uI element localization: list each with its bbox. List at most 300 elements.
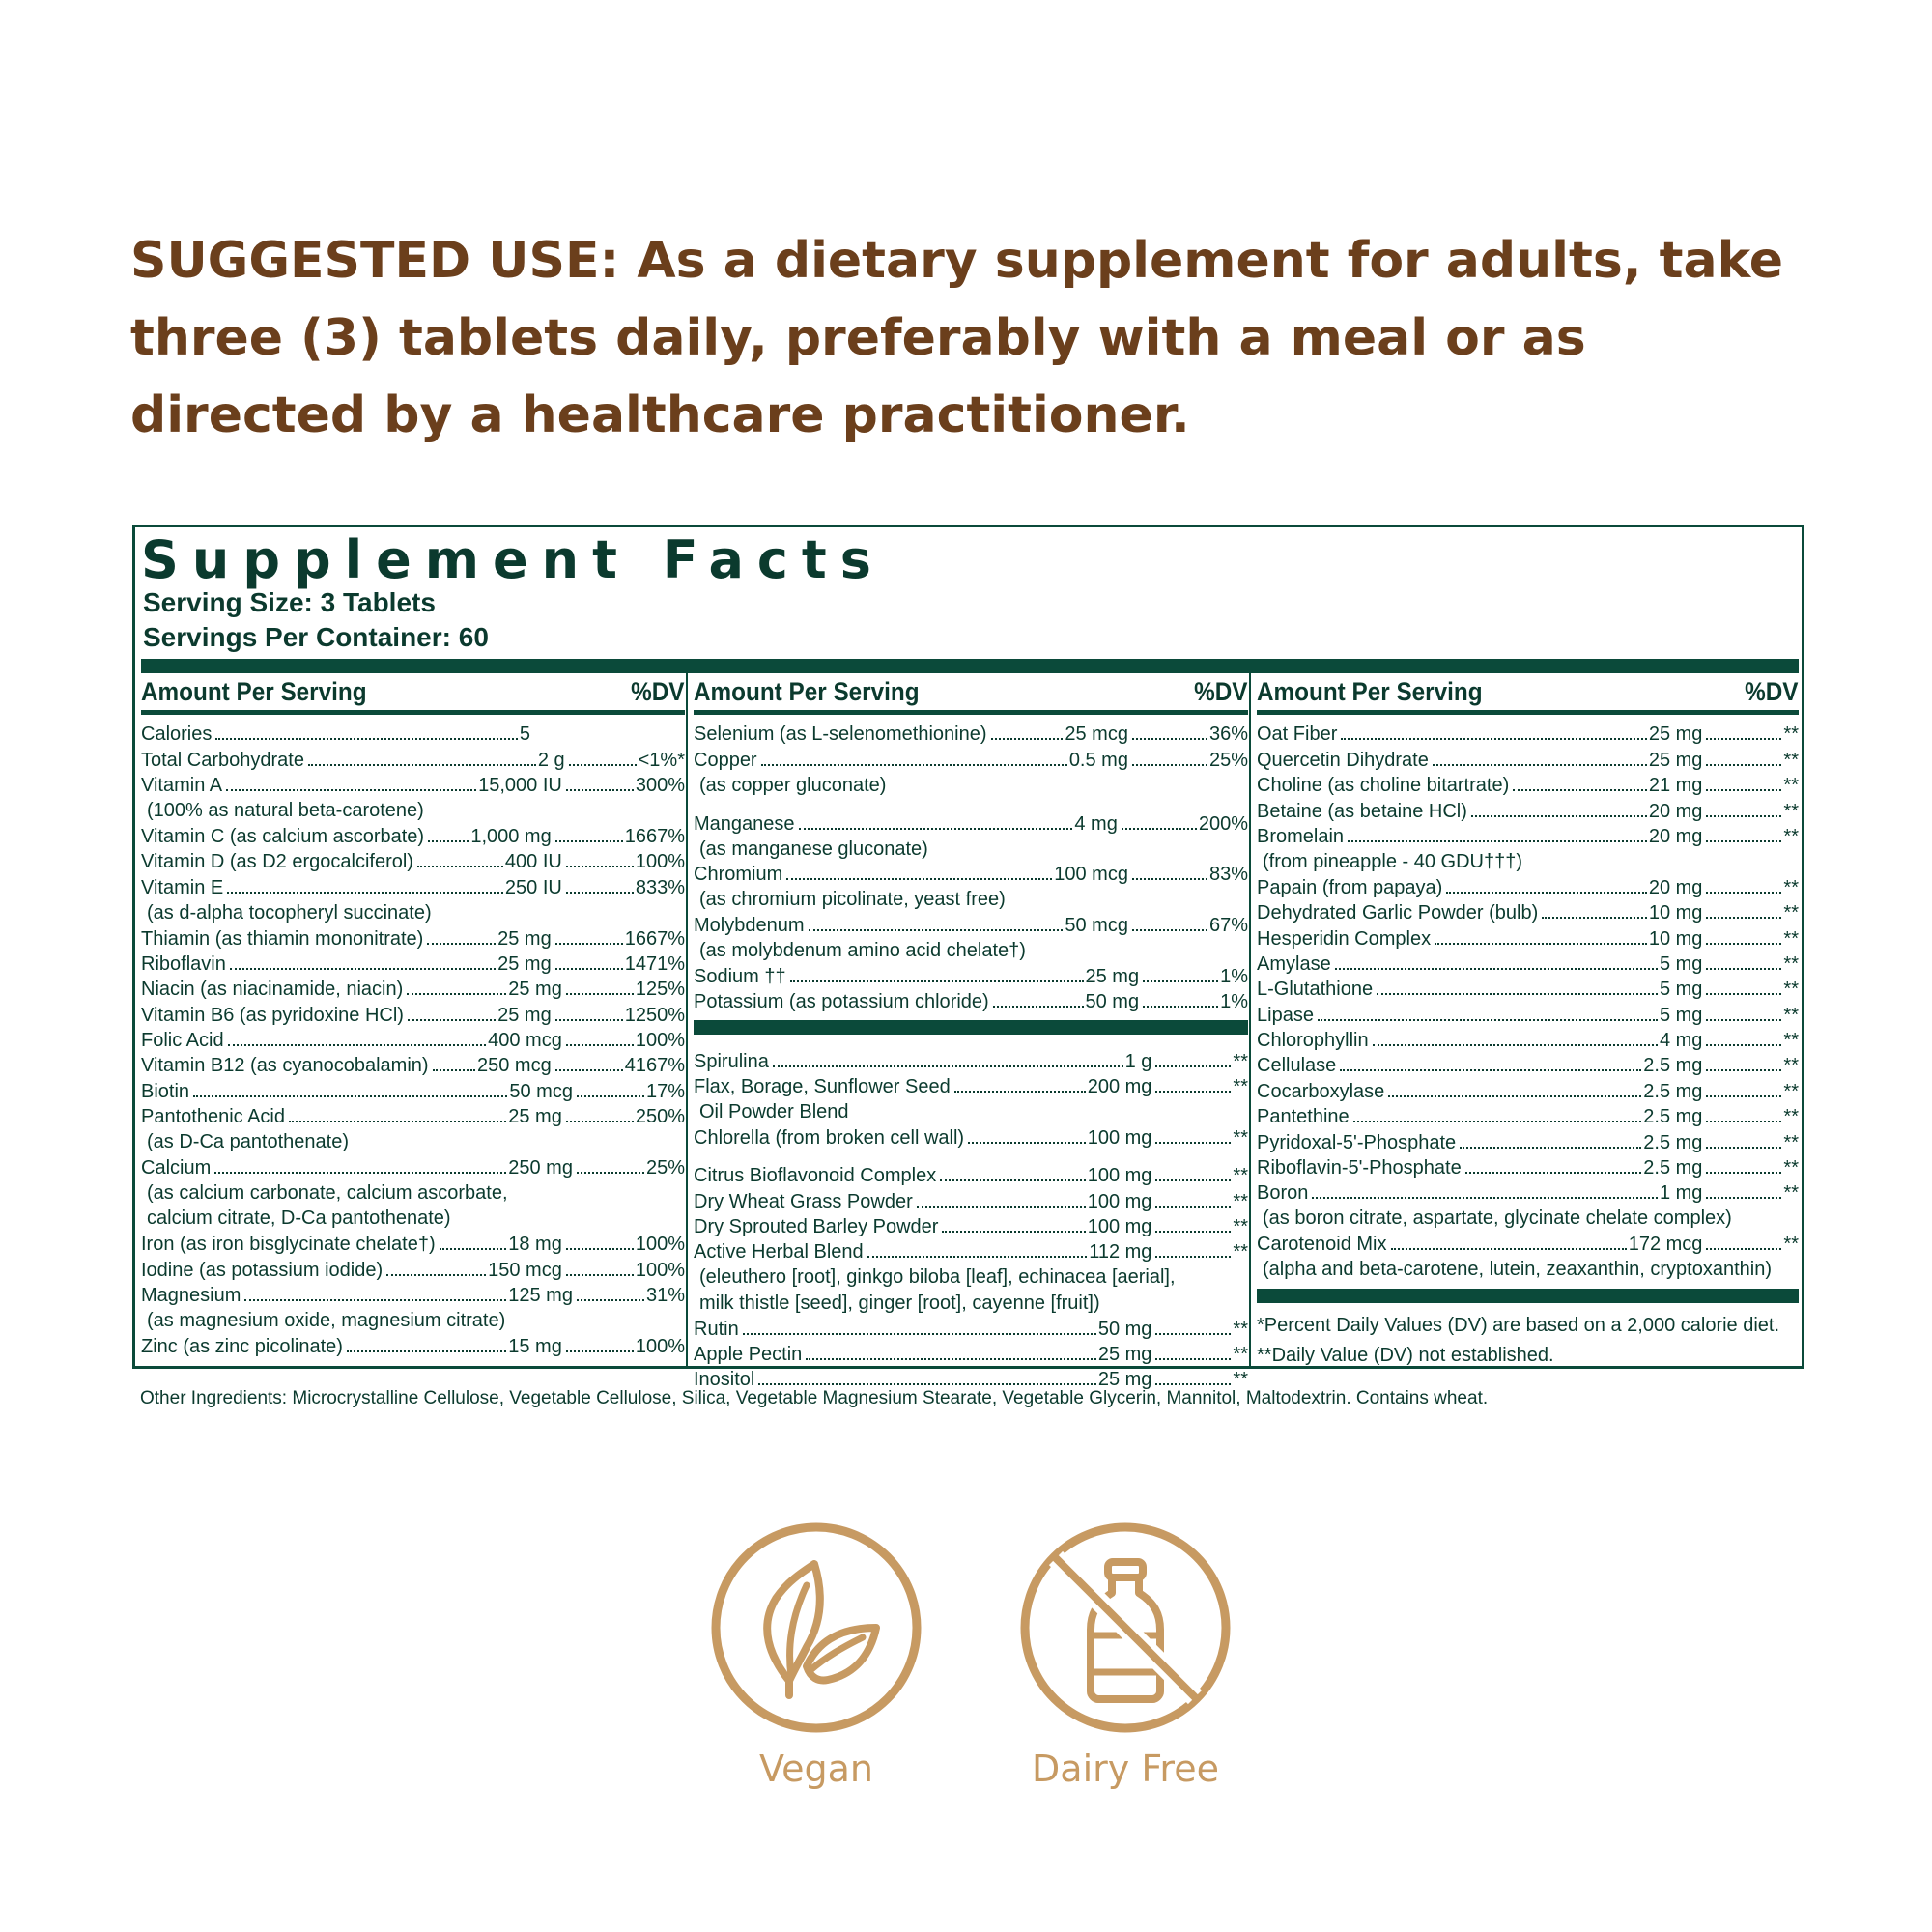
- nutrient-name: Vitamin B6 (as pyridoxine HCl): [141, 1004, 404, 1026]
- facts-column-3: [1257, 673, 1799, 1366]
- nutrient-amount: 2 g: [537, 749, 565, 771]
- nutrient-amount: 0.5 mg: [1068, 749, 1128, 771]
- nutrient-name: Vitamin A: [141, 775, 223, 797]
- nutrient-amount: 10 mg: [1648, 927, 1703, 950]
- servings-per-container: Servings Per Container: 60: [143, 622, 489, 652]
- nutrient-amount: 25 mg: [1085, 965, 1140, 987]
- nutrient-name: Spirulina: [694, 1050, 769, 1072]
- dot-leader: [1335, 968, 1658, 970]
- nutrient-dv: **: [1783, 927, 1799, 950]
- nutrient-name: Riboflavin-5'-Phosphate: [1257, 1157, 1462, 1179]
- nutrient-dv: **: [1783, 902, 1799, 924]
- nutrient-dv: 100%: [635, 1335, 685, 1357]
- nutrient-row: [141, 849, 685, 874]
- nutrient-dv: **: [1233, 1126, 1248, 1149]
- nutrient-row: [694, 1048, 1248, 1073]
- nutrient-name: Vitamin E: [141, 876, 224, 898]
- nutrient-dv: 100%: [635, 851, 685, 873]
- nutrient-dv: 36%: [1208, 724, 1248, 746]
- nutrient-row: [694, 747, 1248, 772]
- nutrient-dv: 100%: [635, 1259, 685, 1281]
- nutrient-dv: **: [1783, 1234, 1799, 1256]
- nutrient-source-note: (as D-Ca pantothenate): [147, 1131, 350, 1153]
- dot-leader: [954, 1091, 1086, 1093]
- dot-leader: [942, 1231, 1085, 1233]
- dot-leader: [1706, 1121, 1781, 1122]
- dot-leader: [440, 1248, 507, 1250]
- nutrient-name: Papain (from papaya): [1257, 876, 1443, 898]
- nutrient-dv: 1667%: [624, 927, 685, 950]
- nutrient-amount: 4 mg: [1074, 812, 1118, 835]
- nutrient-amount: 25 mg: [1648, 724, 1703, 746]
- nutrient-dv: **: [1783, 1055, 1799, 1077]
- column-header: [141, 673, 685, 715]
- nutrient-dv: **: [1783, 749, 1799, 771]
- nutrient-row: [694, 1316, 1248, 1341]
- nutrient-name: Quercetin Dihydrate: [1257, 749, 1429, 771]
- dot-leader: [991, 738, 1064, 740]
- dot-leader: [555, 840, 623, 842]
- dot-leader: [566, 866, 634, 867]
- nutrient-amount: 15 mg: [508, 1335, 562, 1357]
- dot-leader: [758, 1383, 1095, 1385]
- nutrient-amount: 25 mg: [1097, 1343, 1152, 1365]
- nutrient-amount: 250 mg: [508, 1157, 573, 1179]
- nutrient-row: [694, 722, 1248, 747]
- nutrient-row: [694, 1188, 1248, 1213]
- dot-leader: [1155, 1206, 1231, 1208]
- nutrient-list: [694, 722, 1248, 1392]
- nutrient-name: Cocarboxylase: [1257, 1080, 1385, 1102]
- nutrient-name: Bromelain: [1257, 825, 1345, 847]
- dot-leader: [1446, 892, 1647, 894]
- nutrient-dv: 25%: [645, 1157, 685, 1179]
- nutrient-source-note: (as magnesium oxide, magnesium citrate): [147, 1309, 506, 1331]
- nutrient-source-note: milk thistle [seed], ginger [root], cayenne [fruit]): [699, 1292, 1100, 1314]
- dot-leader: [214, 1172, 506, 1174]
- nutrient-row: [141, 1078, 685, 1103]
- dot-leader: [1706, 993, 1781, 995]
- nutrient-amount: 50 mg: [1085, 991, 1140, 1013]
- nutrient-row: [141, 1028, 685, 1053]
- dot-leader: [228, 1044, 487, 1046]
- nutrient-row: [141, 874, 685, 899]
- nutrient-name: Chlorophyllin: [1257, 1030, 1369, 1052]
- dot-leader: [1341, 738, 1646, 740]
- dot-leader: [1348, 840, 1647, 842]
- nutrient-row: [141, 952, 685, 977]
- nutrient-name: Inositol: [694, 1369, 755, 1391]
- nutrient-dv: **: [1783, 1182, 1799, 1205]
- nutrient-amount: 2.5 mg: [1643, 1055, 1703, 1077]
- supplement-facts-panel: [132, 525, 1804, 1391]
- nutrient-dv: **: [1233, 1050, 1248, 1072]
- dot-leader: [1318, 1019, 1658, 1021]
- nutrient-amount: 100 mg: [1087, 1216, 1152, 1238]
- nutrient-name: Citrus Bioflavonoid Complex: [694, 1165, 937, 1187]
- nutrient-amount: 150 mcg: [488, 1259, 562, 1281]
- dot-leader: [215, 738, 518, 740]
- dot-leader: [1706, 815, 1781, 817]
- nutrient-amount: 400 mcg: [488, 1030, 562, 1052]
- dot-leader: [1155, 1383, 1231, 1385]
- dot-leader: [1706, 764, 1781, 766]
- nutrient-amount: 25 mg: [497, 927, 552, 950]
- dot-leader: [347, 1350, 506, 1352]
- nutrient-amount: 25 mg: [1648, 749, 1703, 771]
- dot-leader: [1143, 1006, 1218, 1008]
- dot-leader: [566, 1044, 634, 1046]
- dot-leader: [1122, 828, 1197, 830]
- nutrient-amount: 50 mcg: [509, 1080, 573, 1102]
- dot-leader: [308, 764, 536, 766]
- nutrient-row: [1257, 1078, 1799, 1103]
- dot-leader: [743, 1333, 1096, 1335]
- dot-leader: [940, 1179, 1085, 1181]
- nutrient-name: Dry Sprouted Barley Powder: [694, 1216, 939, 1238]
- nutrient-amount: 15,000 IU: [478, 775, 562, 797]
- nutrient-row: [141, 747, 685, 772]
- nutrient-source-note: (as molybdenum amino acid chelate†): [699, 940, 1026, 962]
- nutrient-amount: 50 mcg: [1065, 915, 1128, 937]
- nutrient-dv: **: [1783, 1030, 1799, 1052]
- vegan-label: Vegan: [759, 1747, 873, 1790]
- nutrient-amount: 5: [519, 724, 530, 746]
- nutrient-row: [1257, 824, 1799, 849]
- nutrient-dv: **: [1233, 1369, 1248, 1391]
- dot-leader: [1132, 878, 1208, 880]
- dot-leader: [1353, 1121, 1642, 1122]
- nutrient-amount: 25 mg: [1097, 1369, 1152, 1391]
- nutrient-amount: 100 mcg: [1054, 864, 1128, 886]
- dot-leader: [1706, 943, 1781, 945]
- nutrient-name: Chlorella (from broken cell wall): [694, 1126, 965, 1149]
- dot-leader: [1706, 892, 1781, 894]
- dot-leader: [227, 892, 503, 894]
- dot-leader: [433, 1069, 475, 1071]
- nutrient-row: [141, 1053, 685, 1078]
- nutrient-amount: 20 mg: [1648, 876, 1703, 898]
- nutrient-row: [141, 925, 685, 951]
- nutrient-list: [1257, 722, 1799, 1371]
- dot-leader: [1435, 943, 1647, 945]
- nutrient-row: [1257, 874, 1799, 899]
- dot-leader: [761, 764, 1067, 766]
- dot-leader: [566, 1350, 634, 1352]
- facts-column-2: [694, 673, 1248, 1391]
- nutrient-amount: 50 mg: [1097, 1318, 1152, 1340]
- nutrient-name: Biotin: [141, 1080, 190, 1102]
- dot-leader: [230, 968, 496, 970]
- nutrient-row: [1257, 1028, 1799, 1053]
- nutrient-amount: 21 mg: [1648, 775, 1703, 797]
- nutrient-dv: <1%*: [638, 749, 685, 771]
- dot-leader: [1377, 993, 1658, 995]
- nutrient-source-note: (as calcium carbonate, calcium ascorbate,: [147, 1182, 508, 1205]
- dot-leader: [577, 1299, 644, 1301]
- nutrient-dv: **: [1783, 800, 1799, 822]
- dot-leader: [566, 892, 634, 894]
- dot-leader: [1155, 1142, 1231, 1144]
- nutrient-source-note: (from pineapple - 40 GDU†††): [1263, 850, 1523, 872]
- nutrient-source-note: (100% as natural beta-carotene): [147, 800, 424, 822]
- nutrient-source-note: (as boron citrate, aspartate, glycinate chelate complex): [1263, 1208, 1732, 1230]
- nutrient-amount: 100 mg: [1087, 1190, 1152, 1212]
- nutrient-row: [1257, 773, 1799, 798]
- serving-size: Serving Size: 3 Tablets: [143, 587, 436, 617]
- dot-leader: [1471, 815, 1647, 817]
- nutrient-dv: 1%: [1220, 991, 1248, 1013]
- dot-leader: [289, 1121, 506, 1122]
- dot-leader: [566, 993, 634, 995]
- nutrient-row: [1257, 1180, 1799, 1206]
- amount-per-serving-header: Amount Per Serving: [141, 677, 367, 706]
- dot-leader: [1143, 980, 1218, 982]
- nutrient-amount: 250 mcg: [477, 1055, 552, 1077]
- nutrient-amount: 5 mg: [1659, 979, 1703, 1001]
- nutrient-name: Selenium (as L-selenomethionine): [694, 724, 987, 746]
- nutrient-amount: 1 mg: [1659, 1182, 1703, 1205]
- nutrient-dv: 4167%: [624, 1055, 685, 1077]
- nutrient-name: Lipase: [1257, 1004, 1314, 1026]
- nutrient-name: Choline (as choline bitartrate): [1257, 775, 1510, 797]
- dot-leader: [566, 1274, 634, 1276]
- nutrient-name: Oat Fiber: [1257, 724, 1338, 746]
- nutrient-dv: **: [1783, 876, 1799, 898]
- dot-leader: [1465, 1172, 1642, 1174]
- nutrient-dv: **: [1233, 1190, 1248, 1212]
- dot-leader: [386, 1274, 486, 1276]
- nutrient-source-note: (as d-alpha tocopheryl succinate): [147, 901, 432, 923]
- dot-leader: [1155, 1358, 1231, 1360]
- nutrient-dv: 833%: [635, 876, 685, 898]
- dot-leader: [1391, 1248, 1627, 1250]
- facts-column-1: [141, 673, 685, 1366]
- nutrient-amount: 172 mcg: [1628, 1234, 1703, 1256]
- nutrient-amount: 25 mcg: [1065, 724, 1128, 746]
- nutrient-name: Molybdenum: [694, 915, 805, 937]
- nutrient-row: [1257, 1155, 1799, 1180]
- nutrient-amount: 200 mg: [1087, 1076, 1152, 1098]
- nutrient-amount: 112 mg: [1089, 1241, 1152, 1264]
- nutrient-row: [141, 1333, 685, 1358]
- nutrient-source-note: (alpha and beta-carotene, lutein, zeaxanthin, cryptoxanthin): [1263, 1259, 1773, 1281]
- nutrient-dv: **: [1233, 1343, 1248, 1365]
- nutrient-amount: 2.5 mg: [1643, 1080, 1703, 1102]
- nutrient-dv: **: [1783, 825, 1799, 847]
- nutrient-name: Apple Pectin: [694, 1343, 803, 1365]
- nutrient-name: Cellulase: [1257, 1055, 1337, 1077]
- nutrient-source-note: (as chromium picolinate, yeast free): [699, 889, 1006, 911]
- dot-leader: [773, 1065, 1123, 1067]
- nutrient-amount: 2.5 mg: [1643, 1157, 1703, 1179]
- nutrient-row: [1257, 1232, 1799, 1257]
- nutrient-row: [1257, 722, 1799, 747]
- dv-header: %DV: [1194, 677, 1248, 706]
- dot-leader: [555, 1019, 623, 1021]
- dot-leader: [577, 1095, 644, 1097]
- dot-leader: [1132, 764, 1208, 766]
- nutrient-amount: 100 mg: [1087, 1126, 1152, 1149]
- nutrient-name: Vitamin D (as D2 ergocalciferol): [141, 851, 413, 873]
- nutrient-dv: 17%: [645, 1080, 685, 1102]
- nutrient-dv: 67%: [1208, 915, 1248, 937]
- vegan-badge: [710, 1521, 923, 1790]
- dot-leader: [1155, 1179, 1231, 1181]
- nutrient-row: [141, 977, 685, 1002]
- nutrient-name: Carotenoid Mix: [1257, 1234, 1387, 1256]
- nutrient-row: [141, 1002, 685, 1027]
- nutrient-dv: 1667%: [624, 825, 685, 847]
- nutrient-name: L-Glutathione: [1257, 979, 1374, 1001]
- nutrient-dv: 300%: [635, 775, 685, 797]
- nutrient-name: Hesperidin Complex: [1257, 927, 1432, 950]
- nutrient-row: [694, 964, 1248, 989]
- dot-leader: [1388, 1095, 1641, 1097]
- dv-footnote: *Percent Daily Values (DV) are based on a 2,000 calorie diet.: [1257, 1314, 1780, 1336]
- nutrient-dv: **: [1783, 1080, 1799, 1102]
- dot-leader: [1155, 1333, 1231, 1335]
- nutrient-source-note: calcium citrate, D-Ca pantothenate): [147, 1208, 451, 1230]
- dot-leader: [1513, 789, 1647, 791]
- nutrient-name: Iron (as iron bisglycinate chelate†): [141, 1234, 436, 1256]
- dot-leader: [569, 764, 637, 766]
- nutrient-name: Zinc (as zinc picolinate): [141, 1335, 343, 1357]
- nutrient-row: [694, 989, 1248, 1014]
- nutrient-dv: **: [1233, 1165, 1248, 1187]
- leaf-icon: [710, 1521, 923, 1734]
- dot-leader: [1706, 1172, 1781, 1174]
- dot-leader: [1706, 1095, 1781, 1097]
- dot-leader: [1340, 1069, 1641, 1071]
- dot-leader: [417, 866, 503, 867]
- dairy-free-badge: [1019, 1521, 1232, 1790]
- dot-leader: [193, 1095, 507, 1097]
- dot-leader: [1706, 917, 1781, 919]
- nutrient-dv: **: [1233, 1318, 1248, 1340]
- nutrient-dv: 1471%: [624, 952, 685, 975]
- nutrient-row: [694, 1124, 1248, 1150]
- nutrient-row: [141, 1257, 685, 1282]
- nutrient-amount: 4 mg: [1659, 1030, 1703, 1052]
- nutrient-row: [694, 1342, 1248, 1367]
- nutrient-name: Vitamin B12 (as cyanocobalamin): [141, 1055, 429, 1077]
- nutrient-dv: **: [1783, 775, 1799, 797]
- dot-leader: [408, 1019, 496, 1021]
- dot-leader: [867, 1256, 1088, 1258]
- nutrient-dv: **: [1783, 979, 1799, 1001]
- dv-header: %DV: [1745, 677, 1799, 706]
- dot-leader: [993, 1006, 1084, 1008]
- nutrient-dv: **: [1783, 724, 1799, 746]
- nutrient-name: Dehydrated Garlic Powder (bulb): [1257, 902, 1539, 924]
- dot-leader: [407, 993, 506, 995]
- dot-leader: [244, 1299, 506, 1301]
- dot-leader: [1706, 1044, 1781, 1046]
- nutrient-amount: 1 g: [1124, 1050, 1152, 1072]
- nutrient-row: [1257, 925, 1799, 951]
- dot-leader: [1706, 840, 1781, 842]
- supplement-facts-title: Supplement Facts: [141, 529, 885, 590]
- nutrient-name: Boron: [1257, 1182, 1309, 1205]
- column-header: [694, 673, 1248, 715]
- dot-leader: [1155, 1256, 1231, 1258]
- nutrient-name: Niacin (as niacinamide, niacin): [141, 979, 404, 1001]
- nutrient-name: Copper: [694, 749, 757, 771]
- dot-leader: [1706, 1069, 1781, 1071]
- nutrient-dv: 25%: [1208, 749, 1248, 771]
- nutrient-row: [694, 1239, 1248, 1264]
- nutrient-name: Amylase: [1257, 952, 1331, 975]
- dot-leader: [555, 943, 623, 945]
- dot-leader: [555, 968, 623, 970]
- nutrient-name: Chromium: [694, 864, 783, 886]
- nutrient-dv: **: [1233, 1241, 1248, 1264]
- top-divider-bar: [141, 659, 1799, 673]
- column-divider: [686, 673, 688, 1366]
- nutrient-name: Riboflavin: [141, 952, 226, 975]
- column-header: [1257, 673, 1799, 715]
- nutrient-amount: 25 mg: [497, 952, 552, 975]
- nutrient-list: [141, 722, 685, 1359]
- dot-leader: [1155, 1231, 1231, 1233]
- nutrient-source-note: (as copper gluconate): [699, 774, 887, 796]
- nutrient-row: [1257, 952, 1799, 977]
- nutrient-source-note: Oil Powder Blend: [699, 1101, 849, 1123]
- dot-leader: [790, 980, 1084, 982]
- nutrient-row: [1257, 1002, 1799, 1027]
- nutrient-dv: **: [1783, 1106, 1799, 1128]
- nutrient-dv: 1%: [1220, 965, 1248, 987]
- dot-leader: [226, 789, 476, 791]
- nutrient-dv: **: [1783, 1157, 1799, 1179]
- dot-leader: [1155, 1091, 1231, 1093]
- nutrient-row: [1257, 1104, 1799, 1129]
- nutrient-amount: 5 mg: [1659, 952, 1703, 975]
- dot-leader: [806, 1358, 1096, 1360]
- nutrient-row: [141, 1155, 685, 1180]
- nutrient-row: [694, 862, 1248, 887]
- dot-leader: [968, 1142, 1086, 1144]
- dot-leader: [1706, 1197, 1781, 1199]
- nutrient-amount: 2.5 mg: [1643, 1131, 1703, 1153]
- dot-leader: [555, 1069, 623, 1071]
- nutrient-amount: 25 mg: [508, 979, 562, 1001]
- nutrient-row: [141, 722, 685, 747]
- nutrient-dv: 83%: [1208, 864, 1248, 886]
- dot-leader: [1706, 1019, 1781, 1021]
- dot-leader: [577, 1172, 644, 1174]
- dot-leader: [799, 828, 1073, 830]
- nutrient-dv: 200%: [1198, 812, 1248, 835]
- nutrient-dv: 1250%: [624, 1004, 685, 1026]
- nutrient-row: [1257, 1053, 1799, 1078]
- amount-per-serving-header: Amount Per Serving: [694, 677, 920, 706]
- nutrient-name: Thiamin (as thiamin mononitrate): [141, 927, 424, 950]
- nutrient-row: [1257, 977, 1799, 1002]
- nutrient-row: [694, 810, 1248, 836]
- nutrient-name: Iodine (as potassium iodide): [141, 1259, 384, 1281]
- nutrient-name: Calories: [141, 724, 213, 746]
- nutrient-dv: **: [1783, 952, 1799, 975]
- dot-leader: [1132, 929, 1208, 931]
- nutrient-amount: 2.5 mg: [1643, 1106, 1703, 1128]
- nutrient-dv: 100%: [635, 1030, 685, 1052]
- nutrient-amount: 18 mg: [508, 1234, 562, 1256]
- nutrient-amount: 250 IU: [504, 876, 562, 898]
- nutrient-name: Sodium ††: [694, 965, 786, 987]
- nutrient-dv: 250%: [635, 1106, 685, 1128]
